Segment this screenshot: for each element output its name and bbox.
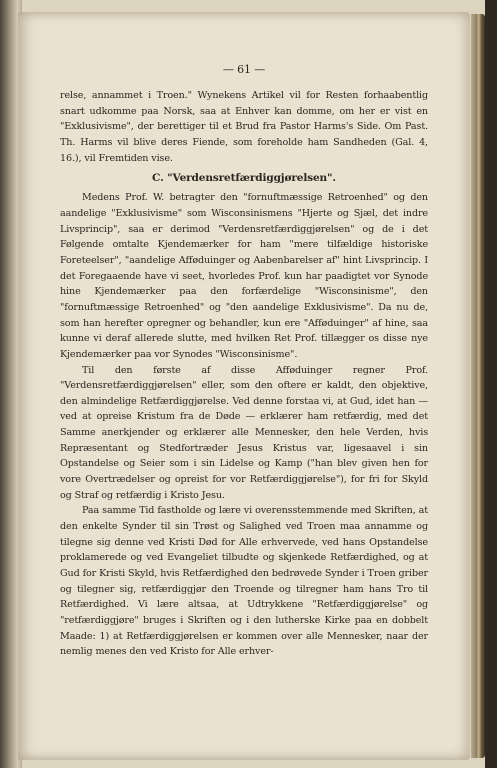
page-number: — 61 — [222,63,266,76]
section-heading: C. "Verdensretfærdiggjørelsen". [152,172,336,185]
paragraph-continuation: relse, annammet i Troen." Wynekens Artikel vil for Resten forhaabentlig snart udkomme paa Norsk, saa at Enhver kan domme, om her er vist en "Exklusivisme", der berettiger til et Brud fra Pastor Harms's Side. Om Past. Th. Harms vil blive deres Fiende, som foreholde ham Sandheden (Gal. 4, 16.), vil Fremtiden vise. [60,90,428,164]
paragraph-objective-justification: Til den første af disse Afføduinger regner Prof. "Verdensretfærdiggjørelsen" eller, som den oftere er kaldt, den objektive, den almindelige Retfærdiggjørelse. Ved denne forstaa vi, at Gud, idet han — ved at opreise Kristum fra de Døde — erklærer ham retfærdig, med det Samme anerkjender og erklærer alle Mennesker, den hele Verden, hvis Repræsentant og Stedfortræder Jesus Kristus var, ligesaavel i sin Opstandelse og Seier som i sin Lidelse og Kamp ("han blev given hen for vore Overtrædelser og opreist for vor Retfærdiggjørelse"), for fri for Skyld og Straf og retfærdig i Kristo Jesu. [60,364,428,501]
paragraph-verdensretfaerdiggjorelse-intro: Medens Prof. W. betragter den "fornuftmæssige Retroenhed" og den aandelige "Exklusivisme" som Wisconsinismens "Hjerte og Sjæl, det indre Livsprincip", saa er derimod "Verdensretfærdiggjørelsen" og de i det Følgende omtalte Kjendemærker for ham "mere tilfældige historiske Foreteelser", "aandelige Afføduinger og Aabenbarelser af" hint Livsprincip. I det Foregaaende have vi seet, hvorledes Prof. kun har paadigtet vor Synode hine Kjendemærker paa den forfærdelige "Wisconsinisme", den "fornuftmæssige Retroenhed" og "den aandelige Exklusivisme". Da nu de, som han herefter opregner og behandler, kun ere "Afføduinger" af hine, saa kunne vi deraf allerede slutte, med hvilken Ret Prof. tillægger os disse nye Kjendemærker paa vor Synodes "Wisconsinisme". [60,192,428,360]
paragraph-faith-justification: Paa samme Tid fastholde og lære vi overensstemmende med Skriften, at den enkelte Synder til sin Trøst og Salighed ved Troen maa annamme og tilegne sig denne ved Kristi Død for Alle erhvervede, ved hans Opstandelse proklamerede og ved Evangeliet tilbudte og skjenkede Retfærdighed, og at Gud for Kristi Skyld, hvis Retfærdighed den bedrøvede Synder i Troen griber og tilegner sig, retfærdiggjør den Troende og tilregner ham hans Tro til Retfærdighed. Vi lære altsaa, at Udtrykkene "Retfærdiggjørelse" og "retfærdiggjøre" bruges i Skriften og i den lutherske Kirke paa en dobbelt Maade: 1) at Retfærdiggjørelsen er kommen over alle Mennesker, naar der nemlig menes den ved Kristo for Alle erhver- [60,505,428,658]
scan-background [485,0,497,768]
page-text-block [60,62,428,660]
page-stack-edge [471,14,485,758]
